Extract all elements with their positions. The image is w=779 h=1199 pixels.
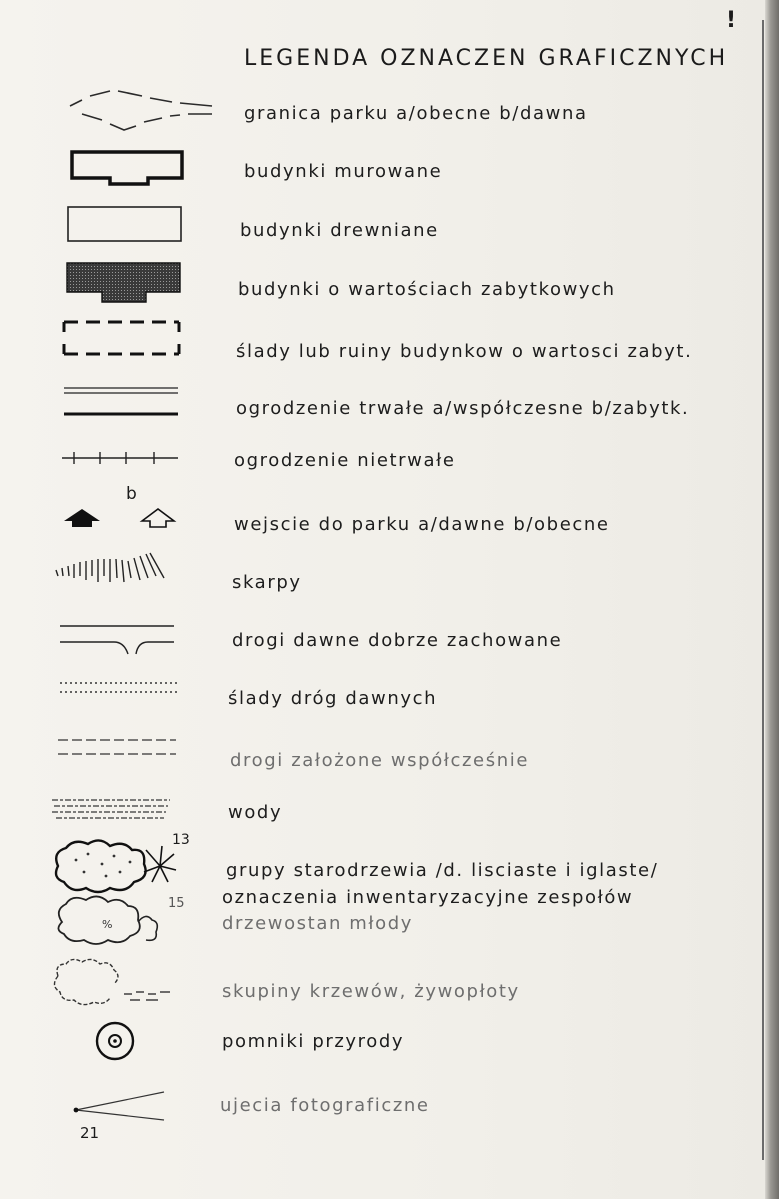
modern-roads-icon (56, 736, 180, 758)
page-border-line (762, 20, 764, 1160)
legend-label-young-trees: drzewostan młody (222, 913, 414, 934)
temporary-fence-icon (60, 448, 180, 468)
legend-label-wooden-buildings: budynki drewniane (240, 220, 439, 241)
nature-monument-icon (94, 1020, 136, 1062)
permanent-fence-icon (62, 385, 182, 419)
legend-label-historic-buildings: budynki o wartościach zabytkowych (238, 279, 616, 300)
legend-label-old-roads: drogi dawne dobrze zachowane (232, 630, 563, 651)
tree-group-number-13: 13 (172, 832, 190, 848)
legend-label-photo-views: ujecia fotograficzne (220, 1095, 430, 1116)
tree-groups-icon (48, 836, 198, 956)
legend-label-masonry-buildings: budynki murowane (244, 161, 443, 182)
svg-text:%: % (102, 918, 113, 931)
legend-label-nature-monuments: pomniki przyrody (222, 1031, 405, 1052)
legend-label-permanent-fence: ogrodzenie trwałe a/współczesne b/zabytk. (236, 398, 690, 419)
photo-view-number: 21 (80, 1124, 100, 1142)
old-roads-icon (58, 620, 178, 660)
park-boundary-icon (62, 88, 217, 136)
old-road-traces-icon (58, 680, 182, 696)
slopes-icon (52, 552, 172, 596)
masonry-building-icon (70, 150, 185, 188)
wooden-building-icon (67, 206, 183, 244)
scan-edge (765, 0, 779, 1199)
tree-group-number-15: 15 (168, 896, 185, 911)
entrance-symbol-letter: b (126, 484, 137, 504)
park-entrance-icon (62, 503, 182, 531)
legend-label-ruin-traces: ślady lub ruiny budynkow o wartosci zabyt. (236, 341, 693, 362)
legend-label-park-boundary: granica parku a/obecne b/dawna (244, 103, 588, 124)
legend-label-park-entrance: wejscie do parku a/dawne b/obecne (234, 514, 610, 535)
page-mark: ! (726, 8, 738, 33)
legend-label-shrubs: skupiny krzewów, żywopłoty (222, 981, 520, 1002)
legend-label-temporary-fence: ogrodzenie nietrwałe (234, 450, 456, 471)
legend-title: LEGENDA OZNACZEN GRAFICZNYCH (244, 46, 729, 71)
historic-building-icon (66, 262, 182, 304)
water-icon (50, 796, 174, 826)
legend-label-tree-groups: grupy starodrzewia /d. lisciaste i iglaste/ (226, 860, 659, 881)
photo-views-icon (70, 1088, 170, 1128)
legend-label-modern-roads: drogi założone współcześnie (230, 750, 529, 771)
ruin-traces-icon (62, 320, 182, 358)
shrubs-icon (48, 956, 178, 1010)
legend-label-old-road-traces: ślady dróg dawnych (228, 688, 438, 709)
legend-label-inventory-marks: oznaczenia inwentaryzacyjne zespołów (222, 887, 634, 908)
legend-label-water: wody (228, 802, 283, 823)
legend-label-slopes: skarpy (232, 572, 302, 593)
